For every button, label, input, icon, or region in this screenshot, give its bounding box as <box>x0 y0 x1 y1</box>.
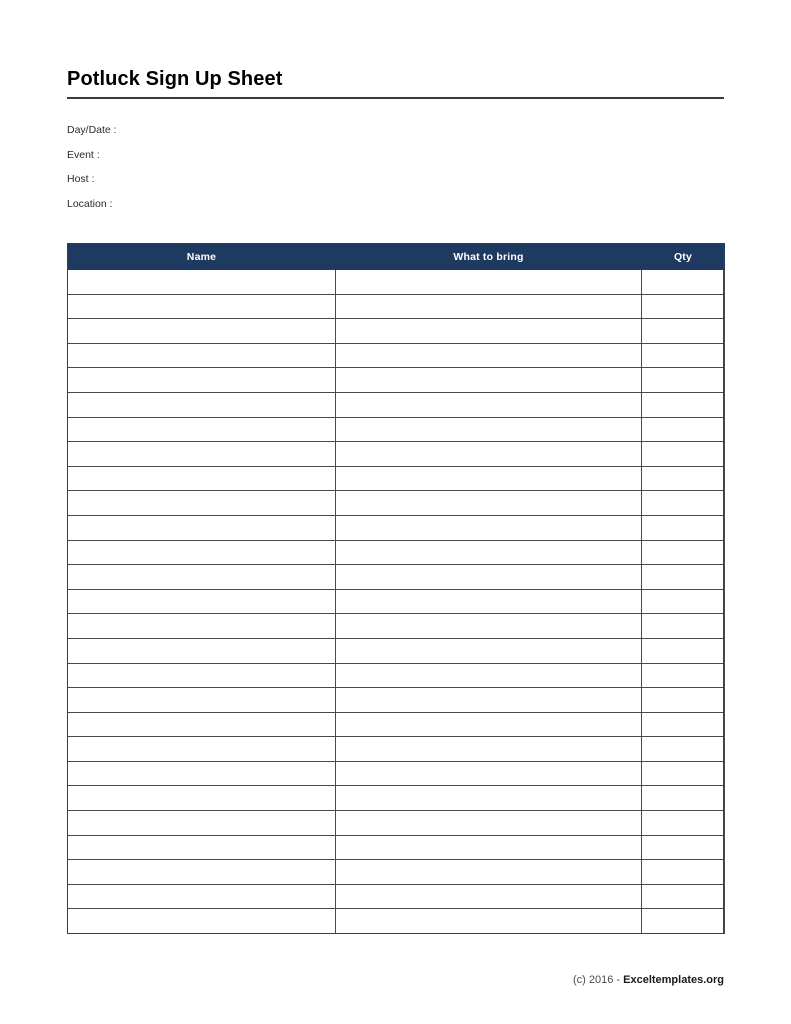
table-row <box>68 270 725 295</box>
table-cell-what_to_bring[interactable] <box>336 343 642 368</box>
column-header-name: Name <box>68 244 336 270</box>
table-cell-qty[interactable] <box>642 712 725 737</box>
table-cell-what_to_bring[interactable] <box>336 786 642 811</box>
table-row <box>68 663 725 688</box>
table-header <box>68 244 725 270</box>
table-cell-what_to_bring[interactable] <box>336 368 642 393</box>
table-cell-name[interactable] <box>68 688 336 713</box>
table-row <box>68 392 725 417</box>
table-cell-name[interactable] <box>68 835 336 860</box>
table-cell-what_to_bring[interactable] <box>336 761 642 786</box>
column-header-what-to-bring: What to bring <box>336 244 642 270</box>
table-cell-what_to_bring[interactable] <box>336 737 642 762</box>
table-cell-what_to_bring[interactable] <box>336 860 642 885</box>
table-row <box>68 712 725 737</box>
table-row <box>68 884 725 909</box>
meta-fields <box>67 124 467 222</box>
table-cell-what_to_bring[interactable] <box>336 466 642 491</box>
meta-field-label: Day/Date : <box>67 124 117 136</box>
table-cell-name[interactable] <box>68 540 336 565</box>
table-cell-what_to_bring[interactable] <box>336 294 642 319</box>
table-cell-what_to_bring[interactable] <box>336 909 642 934</box>
table-cell-qty[interactable] <box>642 392 725 417</box>
table-cell-what_to_bring[interactable] <box>336 638 642 663</box>
table-cell-qty[interactable] <box>642 638 725 663</box>
table-row <box>68 811 725 836</box>
table-cell-name[interactable] <box>68 565 336 590</box>
table-cell-qty[interactable] <box>642 540 725 565</box>
table-cell-name[interactable] <box>68 909 336 934</box>
table-row <box>68 515 725 540</box>
column-header-qty: Qty <box>642 244 725 270</box>
table-cell-name[interactable] <box>68 343 336 368</box>
table-cell-what_to_bring[interactable] <box>336 270 642 295</box>
table-cell-qty[interactable] <box>642 884 725 909</box>
table-cell-what_to_bring[interactable] <box>336 442 642 467</box>
table-cell-what_to_bring[interactable] <box>336 417 642 442</box>
table-cell-name[interactable] <box>68 270 336 295</box>
table-cell-qty[interactable] <box>642 614 725 639</box>
table-row <box>68 589 725 614</box>
table-cell-what_to_bring[interactable] <box>336 515 642 540</box>
table-cell-qty[interactable] <box>642 515 725 540</box>
table-row <box>68 565 725 590</box>
table-cell-name[interactable] <box>68 884 336 909</box>
table-cell-qty[interactable] <box>642 491 725 516</box>
table-cell-qty[interactable] <box>642 343 725 368</box>
table-cell-qty[interactable] <box>642 909 725 934</box>
table-cell-what_to_bring[interactable] <box>336 712 642 737</box>
footer-brand: Exceltemplates.org <box>623 974 724 986</box>
footer <box>67 973 724 987</box>
table-cell-qty[interactable] <box>642 860 725 885</box>
table-cell-what_to_bring[interactable] <box>336 811 642 836</box>
meta-field-row <box>67 198 467 223</box>
table-cell-qty[interactable] <box>642 761 725 786</box>
meta-field-label: Host : <box>67 173 95 186</box>
table-cell-name[interactable] <box>68 761 336 786</box>
table-cell-qty[interactable] <box>642 663 725 688</box>
table-cell-name[interactable] <box>68 491 336 516</box>
table-cell-name[interactable] <box>68 392 336 417</box>
table-cell-what_to_bring[interactable] <box>336 319 642 344</box>
signup-table <box>67 243 725 934</box>
table-cell-what_to_bring[interactable] <box>336 663 642 688</box>
table-cell-name[interactable] <box>68 786 336 811</box>
table-cell-what_to_bring[interactable] <box>336 835 642 860</box>
table-cell-name[interactable] <box>68 442 336 467</box>
table-row <box>68 909 725 934</box>
table-row <box>68 737 725 762</box>
table-row <box>68 638 725 663</box>
table-cell-what_to_bring[interactable] <box>336 392 642 417</box>
table-row <box>68 491 725 516</box>
table-cell-qty[interactable] <box>642 737 725 762</box>
table-row <box>68 688 725 713</box>
meta-field-label: Event : <box>67 148 100 161</box>
table-header-row <box>68 244 725 270</box>
table-row <box>68 466 725 491</box>
table-cell-name[interactable] <box>68 860 336 885</box>
table-cell-name[interactable] <box>68 614 336 639</box>
table-cell-name[interactable] <box>68 638 336 663</box>
table-cell-name[interactable] <box>68 515 336 540</box>
table-cell-qty[interactable] <box>642 688 725 713</box>
page-title: Potluck Sign Up Sheet <box>67 68 283 90</box>
meta-field-label: Location : <box>67 197 113 210</box>
footer-copyright: (c) 2016 - <box>572 974 624 986</box>
table-cell-qty[interactable] <box>642 319 725 344</box>
table-row <box>68 761 725 786</box>
table-cell-name[interactable] <box>68 466 336 491</box>
table-cell-name[interactable] <box>68 811 336 836</box>
title-divider <box>67 97 724 99</box>
table-row <box>68 442 725 467</box>
table-cell-qty[interactable] <box>642 835 725 860</box>
table-row <box>68 417 725 442</box>
table-row <box>68 368 725 393</box>
table-cell-name[interactable] <box>68 712 336 737</box>
table-cell-name[interactable] <box>68 589 336 614</box>
table-row <box>68 786 725 811</box>
table-cell-qty[interactable] <box>642 417 725 442</box>
table-cell-name[interactable] <box>68 294 336 319</box>
title-block <box>67 66 724 92</box>
table-row <box>68 343 725 368</box>
table-cell-qty[interactable] <box>642 811 725 836</box>
table-row <box>68 835 725 860</box>
table-row <box>68 860 725 885</box>
table-cell-qty[interactable] <box>642 294 725 319</box>
table-cell-what_to_bring[interactable] <box>336 491 642 516</box>
table-cell-name[interactable] <box>68 368 336 393</box>
table-cell-qty[interactable] <box>642 368 725 393</box>
table-cell-what_to_bring[interactable] <box>336 540 642 565</box>
table-cell-qty[interactable] <box>642 786 725 811</box>
table-cell-name[interactable] <box>68 737 336 762</box>
table-cell-what_to_bring[interactable] <box>336 884 642 909</box>
table-cell-qty[interactable] <box>642 565 725 590</box>
table-cell-qty[interactable] <box>642 270 725 295</box>
table-cell-what_to_bring[interactable] <box>336 614 642 639</box>
table-cell-what_to_bring[interactable] <box>336 565 642 590</box>
table-body <box>68 270 725 934</box>
table-row <box>68 319 725 344</box>
table-cell-what_to_bring[interactable] <box>336 688 642 713</box>
table-cell-what_to_bring[interactable] <box>336 589 642 614</box>
table-cell-name[interactable] <box>68 319 336 344</box>
table-row <box>68 540 725 565</box>
signup-table-wrapper <box>67 243 724 934</box>
table-cell-name[interactable] <box>68 417 336 442</box>
meta-field-row <box>67 173 467 198</box>
table-row <box>68 294 725 319</box>
meta-field-row <box>67 124 467 149</box>
table-cell-qty[interactable] <box>642 466 725 491</box>
table-cell-name[interactable] <box>68 663 336 688</box>
table-cell-qty[interactable] <box>642 589 725 614</box>
meta-field-row <box>67 149 467 174</box>
table-cell-qty[interactable] <box>642 442 725 467</box>
table-row <box>68 614 725 639</box>
